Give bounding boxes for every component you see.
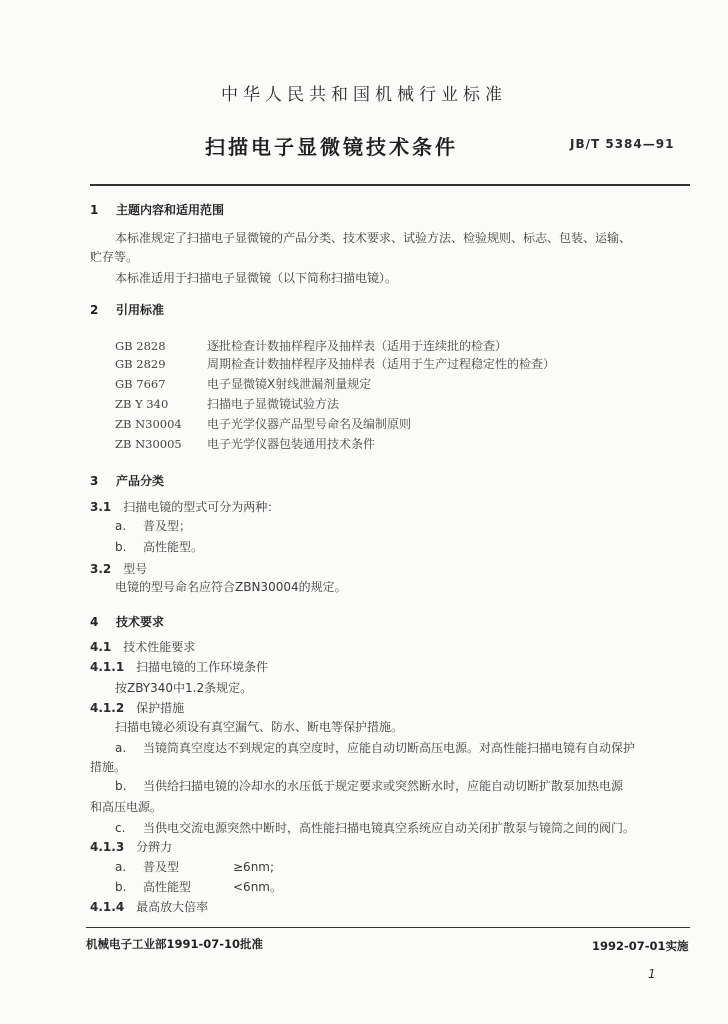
issuing-organization: 中华人民共和国机械行业标准: [221, 85, 507, 105]
reference-name: 周期检查计数抽样程序及抽样表（适用于生产过程稳定性的检查）: [207, 357, 556, 371]
clause-4-1: [90, 638, 195, 655]
protection-item-a-line-2: 措施。: [90, 760, 127, 774]
resolution-type: 高性能型: [143, 880, 192, 894]
clause-text: 技术性能要求: [123, 640, 196, 654]
list-label: a.: [115, 741, 127, 755]
reference-code: GB 2829: [115, 357, 166, 371]
section-1-heading: [90, 201, 224, 218]
protection-item-a-line-1: [115, 739, 635, 756]
clause-text: 扫描电镜的型式可分为两种：: [123, 500, 280, 514]
section-4-heading: [90, 613, 164, 630]
list-text: 当供电交流电源突然中断时，高性能扫描电镜真空系统应自动关闭扩散泵与镜筒之间的阀门。: [143, 821, 636, 835]
standard-number: JB/T 5384—91: [570, 137, 675, 151]
protection-item-b-line-2: 和高压电源。: [90, 800, 163, 814]
protection-item-c: [115, 819, 635, 836]
clause-3-1: [90, 498, 279, 515]
clause-number: 3.2: [90, 562, 112, 576]
resolution-type: 普及型: [143, 860, 180, 874]
reference-name: 扫描电子显微镜试验方法: [207, 397, 340, 411]
list-item-a: [115, 517, 191, 534]
resolution-value: <6nm。: [233, 880, 282, 894]
section-number: 3: [90, 474, 99, 488]
clause-4-1-2-body: 扫描电镜必须设有真空漏气、防水、断电等保护措施。: [115, 720, 404, 734]
resolution-item-b: [115, 878, 282, 895]
clause-number: 3.1: [90, 500, 112, 514]
clause-number: 4.1: [90, 640, 112, 654]
clause-text: 分辨力: [136, 840, 173, 854]
reference-code: ZB Y 340: [115, 397, 169, 411]
clause-4-1-1: [90, 658, 268, 675]
reference-code: ZB N30004: [115, 417, 182, 431]
list-label: a.: [115, 519, 127, 533]
clause-text: 保护措施: [136, 701, 185, 715]
reference-item: [115, 433, 375, 452]
effective-date: 1992-07-01实施: [592, 939, 689, 953]
reference-name: 电子光学仪器包装通用技术条件: [207, 437, 376, 451]
list-text: 当供给扫描电镜的冷却水的水压低于规定要求或突然断水时，应能自动切断扩散泵加热电源: [143, 779, 624, 793]
reference-item: [115, 353, 555, 372]
section-title: 主题内容和适用范围: [116, 203, 225, 217]
reference-item: [115, 413, 411, 432]
section-title: 技术要求: [116, 615, 165, 629]
clause-3-2-body: 电镜的型号命名应符合ZBN30004的规定。: [115, 580, 347, 594]
section-2-heading: [90, 301, 164, 318]
list-text: 当镜筒真空度达不到规定的真空度时，应能自动切断高压电源。对高性能扫描电镜有自动保护: [143, 741, 636, 755]
approval-note: 机械电子工业部1991-07-10批准: [86, 937, 264, 951]
clause-4-1-1-body: 按ZBY340中1.2条规定。: [115, 681, 253, 695]
section-number: 1: [90, 203, 99, 217]
list-label: b.: [115, 779, 127, 793]
clause-number: 4.1.2: [90, 701, 125, 715]
protection-item-b-line-1: [115, 777, 623, 794]
list-label: a.: [115, 860, 127, 874]
list-label: b.: [115, 540, 127, 554]
list-text: 普及型；: [143, 519, 192, 533]
reference-name: 电子显微镜X射线泄漏剂量规定: [207, 377, 372, 391]
clause-number: 4.1.4: [90, 900, 125, 914]
resolution-value: ≥6nm;: [233, 860, 275, 874]
section-number: 2: [90, 303, 99, 317]
document-title: 扫描电子显微镜技术条件: [205, 135, 458, 159]
reference-item: [115, 373, 371, 392]
section-title: 产品分类: [116, 474, 165, 488]
reference-name: 电子光学仪器产品型号命名及编制原则: [207, 417, 412, 431]
reference-code: GB 2828: [115, 339, 166, 353]
reference-code: ZB N30005: [115, 437, 182, 451]
reference-item: [115, 393, 339, 412]
clause-4-1-4: [90, 898, 208, 915]
section-1-paragraph-1-line-1: 本标准规定了扫描电子显微镜的产品分类、技术要求、试验方法、检验规则、标志、包装、运输、: [115, 231, 632, 245]
section-3-heading: [90, 472, 164, 489]
clause-3-2: [90, 560, 147, 577]
resolution-item-a: [115, 858, 274, 875]
clause-4-1-2: [90, 699, 184, 716]
list-text: 高性能型。: [143, 540, 204, 554]
section-number: 4: [90, 615, 99, 629]
list-label: c.: [115, 821, 126, 835]
list-label: b.: [115, 880, 127, 894]
reference-item: [115, 335, 507, 354]
clause-number: 4.1.3: [90, 840, 125, 854]
page-number: 1: [648, 967, 656, 981]
clause-4-1-3: [90, 838, 172, 855]
clause-text: 最高放大倍率: [136, 900, 209, 914]
reference-code: GB 7667: [115, 377, 166, 391]
section-1-paragraph-2: 本标准适用于扫描电子显微镜（以下简称扫描电镜）。: [115, 271, 398, 285]
clause-text: 扫描电镜的工作环境条件: [136, 660, 269, 674]
clause-number: 4.1.1: [90, 660, 125, 674]
list-item-b: [115, 538, 203, 555]
reference-name: 逐批检查计数抽样程序及抽样表（适用于连续批的检查）: [207, 339, 508, 353]
footer-rule: [86, 927, 690, 928]
header-rule: [90, 184, 690, 186]
section-title: 引用标准: [116, 303, 165, 317]
section-1-paragraph-1-line-2: 贮存等。: [90, 250, 139, 264]
clause-text: 型号: [123, 562, 148, 576]
